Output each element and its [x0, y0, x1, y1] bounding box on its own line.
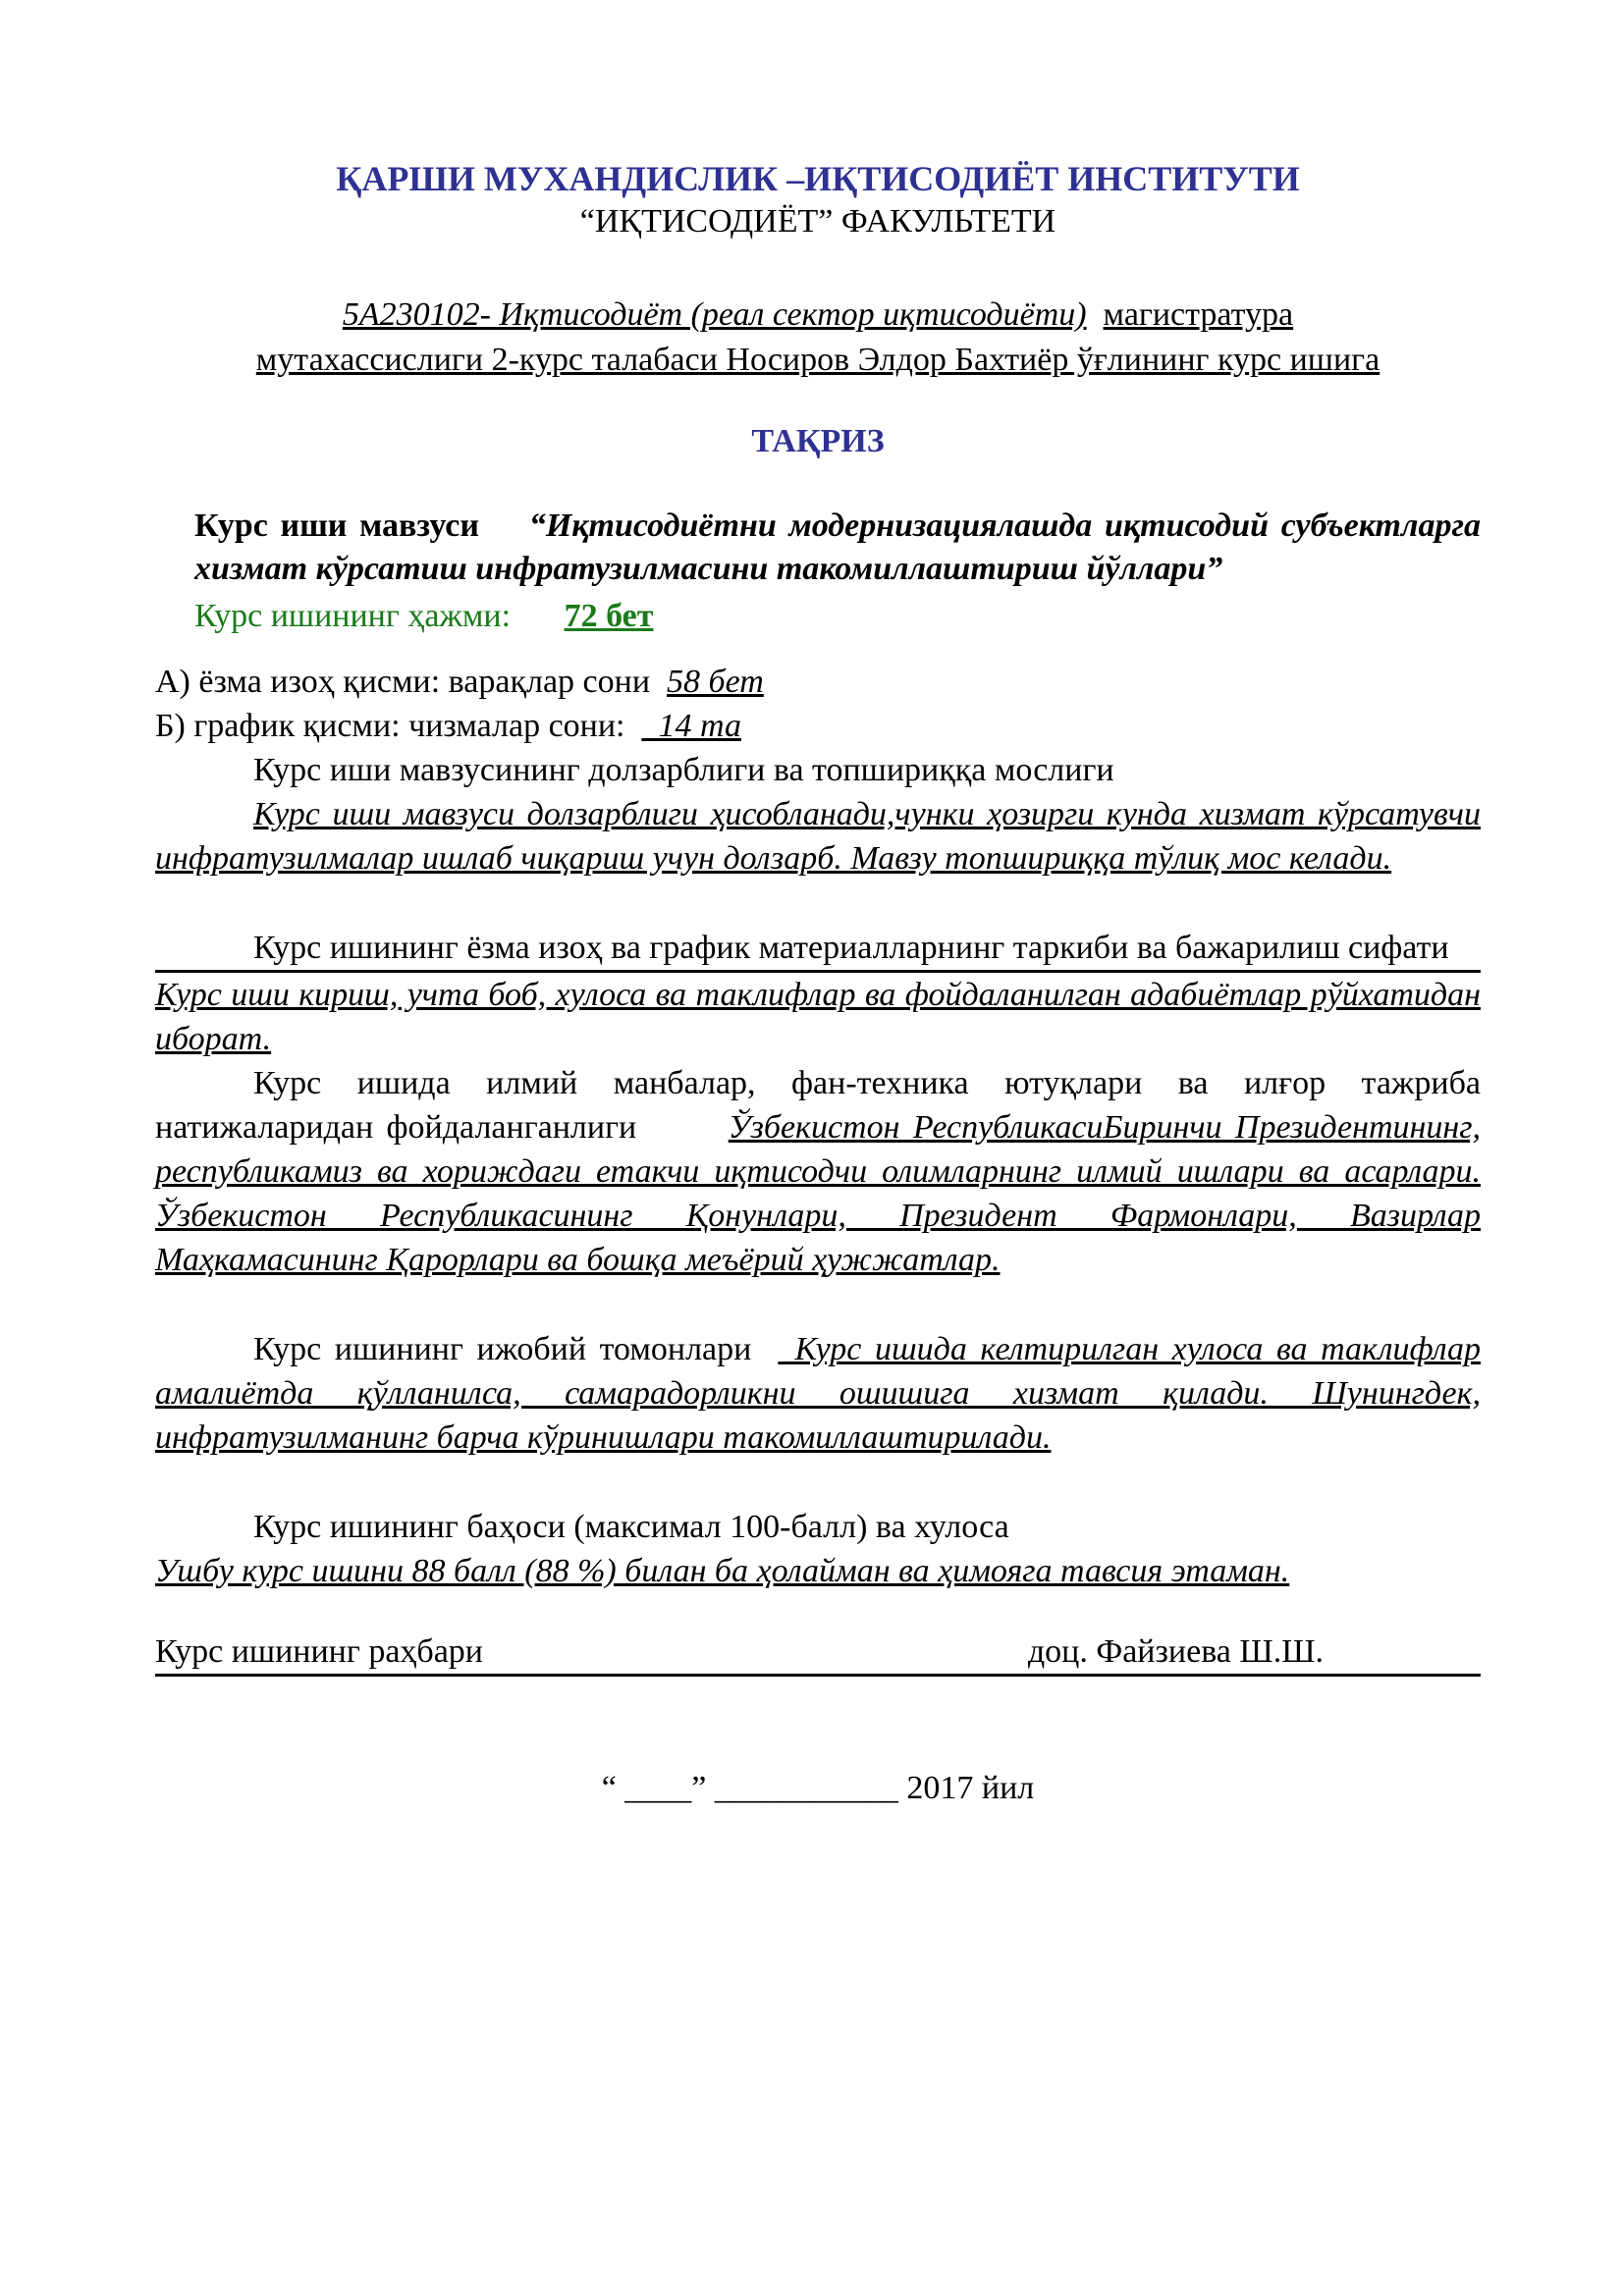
supervisor-name: доц. Файзиева Ш.Ш. — [1027, 1633, 1324, 1670]
part-a-label: А) ёзма изоҳ қисми: варақлар сони — [155, 664, 651, 700]
specialty-block — [155, 293, 1481, 383]
volume-value: 72 бет — [564, 598, 654, 634]
grade-question: Курс ишининг баҳоси (максимал 100-балл) ва хулоса — [253, 1509, 1009, 1545]
part-b-label: Б) график қисми: чизмалар сони: — [155, 708, 625, 744]
date-line: “ ____” ___________ 2017 йил — [601, 1770, 1035, 1806]
topic-block — [155, 505, 1481, 591]
faculty-name: “ИҚТИСОДИЁТ” ФАКУЛЬТЕТИ — [579, 203, 1056, 240]
review-document — [155, 147, 1481, 1810]
signature-row — [155, 1630, 1481, 1677]
document-title: ТАҚРИЗ — [751, 423, 885, 459]
topic-value: “Иқтисодиётни модернизациялашда иқтисодий субъектларга хизмат кўрсатиш инфратузилмасини такомиллаштириш йўллари” — [194, 507, 1481, 587]
sources-answer: Ўзбекистон РеспубликасиБиринчи Президентининг, республикамиз ва хориждаги етакчи иқтисодчи олимларнинг илмий ишлари ва асарлари. Ўзбекистон Республикасининг Қонунлари, Президент Фармонлари, Вазирлар Маҳкамасининг Қарорлари ва бошқа меъёрий ҳужжатлар. — [155, 1109, 1481, 1278]
specialty-line-1 — [155, 293, 1481, 338]
part-a-value: 58 бет — [667, 664, 764, 700]
sources-block — [155, 1061, 1481, 1282]
volume-label: Курс ишининг ҳажми: — [194, 598, 512, 634]
composition-question: Курс ишининг ёзма изоҳ ва график материалларнинг таркиби ва бажарилиш сифати — [155, 926, 1481, 973]
part-b-value: _14 та — [641, 708, 741, 744]
grade-answer: Ушбу курс ишини 88 балл (88 %) билан ба ҳолайман ва ҳимояга тавсия этаман. — [155, 1553, 1290, 1589]
part-b-row — [155, 704, 1481, 748]
specialty-code: 5А230102- Иқтисодиёт (реал сектор иқтисодиёти) — [342, 296, 1087, 333]
parts-block — [155, 660, 1481, 748]
composition-answer: Курс иши кириш, учта боб, хулоса ва таклифлар ва фойдаланилган адабиётлар рўйхатидан иборат. — [155, 977, 1481, 1057]
topic-label: Курс иши мавзуси — [194, 507, 479, 544]
part-a-row — [155, 660, 1481, 704]
positives-question: Курс ишининг ижобий томонлари — [253, 1331, 752, 1367]
positives-answer: _Курс ишида келтирилган хулоса ва таклифлар амалиётда қўлланилса, самарадорликни ошишига хизмат қилади. Шунингдек, инфратузилманинг барча кўринишлари такомиллаштирилади. — [155, 1331, 1481, 1456]
specialty-line-2: мутахассислиги 2-курс талабаси Носиров Элдор Бахтиёр ўғлининг курс ишига — [255, 342, 1380, 378]
positives-block — [155, 1327, 1481, 1460]
specialty-degree: магистратура — [1103, 296, 1294, 333]
relevance-question: Курс иши мавзусининг долзарблиги ва топшириққа мослиги — [253, 752, 1114, 788]
sources-question: Курс ишида илмий манбалар, фан-техника ютуқлари ва илғор тажриба натижаларидан фойдаланганлиги — [155, 1065, 1481, 1146]
institute-name: ҚАРШИ МУХАНДИСЛИК –ИҚТИСОДИЁТ ИНСТИТУТИ — [336, 159, 1300, 198]
supervisor-label: Курс ишининг раҳбари — [155, 1633, 483, 1670]
relevance-answer: Курс иши мавзуси долзарблиги ҳисобланади,чунки ҳозирги кунда хизмат кўрсатувчи инфратузилмалар ишлаб чиқариш учун долзарб. Мавзу топшириққа тўлиқ мос келади. — [155, 796, 1481, 877]
volume-row — [155, 595, 1481, 638]
